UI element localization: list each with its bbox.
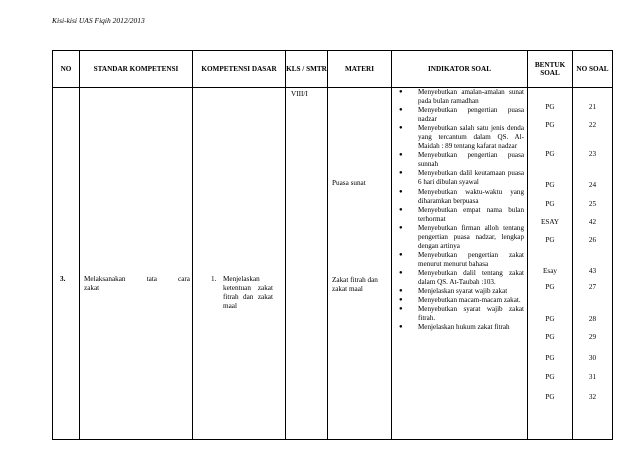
cell-bentuk — [528, 88, 573, 440]
bentuk-soal: PG — [545, 283, 555, 291]
materi-zakat: Zakat fitrah dan zakat maal — [332, 276, 378, 293]
bentuk-soal: PG — [545, 181, 555, 189]
nomor-soal: 28 — [588, 315, 597, 323]
nomor-soal: 43 — [588, 267, 597, 275]
list-item: ● Menyebutkan waktu-waktu yang diharamkan berpuasa — [392, 188, 528, 206]
col-header-bentuk: BENTUK SOAL — [528, 51, 573, 88]
standar-word: Melaksanakan — [84, 275, 126, 283]
materi-puasa: Puasa sunat — [332, 179, 366, 187]
nomor-soal: 31 — [588, 373, 597, 381]
list-item: ● Menyebutkan pengertian puasa nadzar — [392, 106, 528, 124]
col-header-nosoal: NO SOAL — [573, 51, 613, 88]
col-header-indikator: INDIKATOR SOAL — [392, 51, 528, 88]
header-note: Kisi-kisi UAS Fiqih 2012/2013 — [52, 16, 145, 25]
cell-kd — [193, 88, 286, 440]
col-header-no: NO — [53, 51, 80, 88]
kd-number: 1. — [211, 275, 217, 283]
standar-word: tata — [146, 275, 157, 283]
nomor-soal: 29 — [588, 333, 597, 341]
nomor-soal: 22 — [588, 121, 597, 129]
list-item: ● Menyebutkan dalil tentang zakat dalam QS. At-Taubah :103. — [392, 269, 528, 287]
bentuk-soal: PG — [545, 200, 555, 208]
cell-kls — [286, 88, 328, 440]
table-header-row — [53, 51, 613, 88]
bentuk-soal: ESAY — [540, 218, 560, 226]
col-header-materi: MATERI — [328, 51, 392, 88]
nomor-soal: 30 — [588, 354, 597, 362]
nomor-soal: 27 — [588, 283, 597, 291]
nomor-soal: 25 — [588, 200, 597, 208]
row-number: 3. — [60, 275, 66, 283]
kisi-kisi-table — [52, 50, 613, 440]
bentuk-soal: PG — [545, 121, 555, 129]
list-item: ● Menyebutkan amalan-amalan sunat pada bulan ramadhan — [392, 88, 528, 106]
standar-text — [84, 275, 190, 292]
nomor-soal: 42 — [588, 218, 597, 226]
bentuk-soal: PG — [545, 150, 555, 158]
cell-materi — [328, 88, 392, 440]
bentuk-soal: PG — [545, 393, 555, 401]
cell-standar — [80, 88, 193, 440]
nomor-soal: 26 — [588, 236, 597, 244]
list-item: ● Menyebutkan macam-macam zakat. — [392, 296, 528, 305]
bentuk-soal: PG — [545, 236, 555, 244]
cell-no — [53, 88, 80, 440]
col-header-standar: STANDAR KOMPETENSI — [80, 51, 193, 88]
list-item: ● Menjelaskan hukum zakat fitrah — [392, 323, 528, 332]
kd-text: Menjelaskan ketentuan zakat fitrah dan zakat maal — [223, 275, 273, 310]
indicator-list — [392, 88, 528, 332]
nomor-soal: 32 — [588, 393, 597, 401]
standar-word: zakat — [84, 284, 100, 292]
bentuk-soal: Esay — [543, 267, 557, 275]
list-item: ● Menyebutkan pengertian zakat menurut menurut bahasa — [392, 251, 528, 269]
bentuk-soal: PG — [545, 103, 555, 111]
list-item: ● Menyebutkan pengertian puasa sunnah — [392, 151, 528, 169]
bentuk-soal: PG — [545, 333, 555, 341]
list-item: ● Menyebutkan syarat wajib zakat fitrah. — [392, 305, 528, 323]
cell-nosoal — [573, 88, 613, 440]
col-header-kd: KOMPETENSI DASAR — [193, 51, 286, 88]
list-item: ● Menjelaskan syarat wajib zakat — [392, 287, 528, 296]
list-item: ● Menyebutkan dalil keutamaan puasa 6 hari dibulan syawal — [392, 169, 528, 187]
table-row — [53, 88, 613, 440]
bentuk-soal: PG — [545, 354, 555, 362]
kls-text: VIII/I — [291, 90, 308, 98]
nomor-soal: 23 — [588, 150, 597, 158]
nomor-soal: 24 — [588, 181, 597, 189]
standar-word: cara — [178, 275, 190, 283]
list-item: ● Menyebutkan firman alloh tentang pengertian puasa nadzar, lengkap dengan artinya — [392, 224, 528, 251]
list-item: ● Menyebutkan salah satu jenis denda yang tercantum dalam QS. Al-Maidah : 89 tentang kafarat nadzar — [392, 124, 528, 151]
cell-indikator — [392, 88, 528, 440]
list-item: ● Menyebutkan empat nama bulan terhormat — [392, 206, 528, 224]
nomor-soal: 21 — [588, 103, 597, 111]
bentuk-soal: PG — [545, 315, 555, 323]
col-header-kls: KLS / SMTR — [286, 51, 328, 88]
bentuk-soal: PG — [545, 373, 555, 381]
